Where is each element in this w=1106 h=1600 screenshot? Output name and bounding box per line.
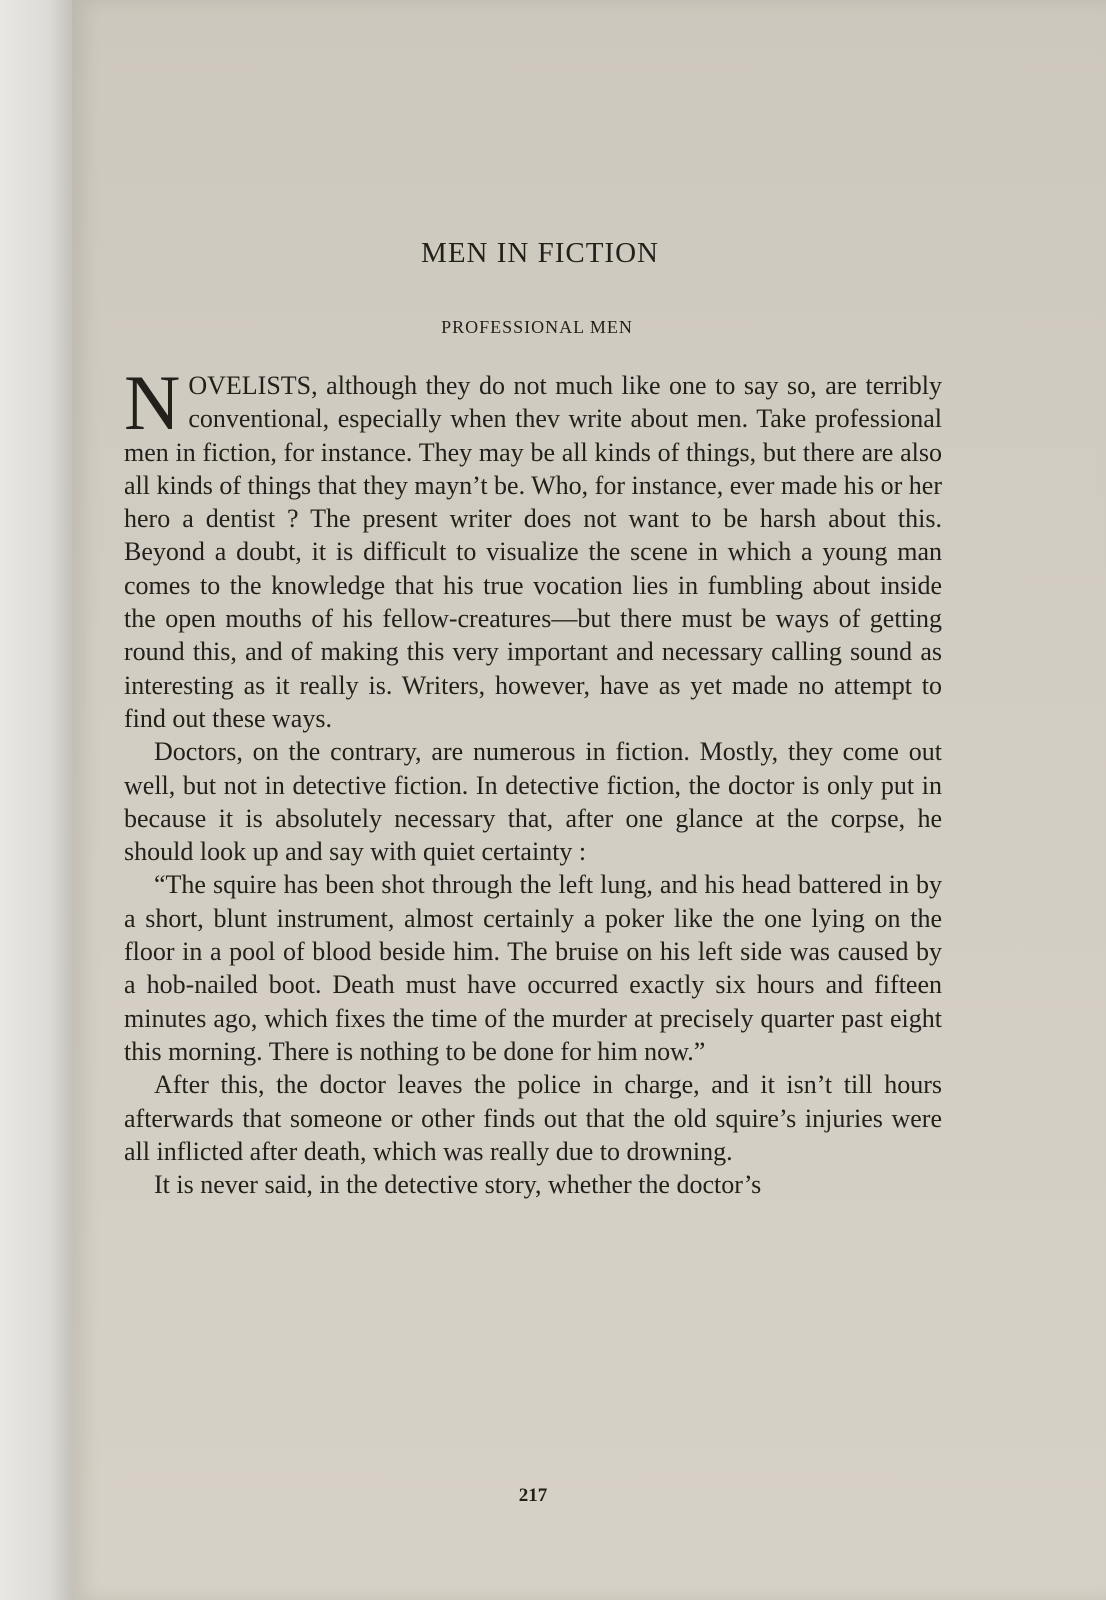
paragraph-1 (124, 359, 942, 735)
left-page-edge (0, 0, 82, 1600)
page-content (124, 235, 942, 1506)
book-page (72, 0, 1106, 1600)
page-number: 217 (518, 1485, 548, 1506)
chapter-title: MEN IN FICTION (421, 237, 659, 269)
paragraph-3: After this, the doctor leaves the police in charge, and it isn’t till hours afterwards that someone or other finds out that the old squire’s injuries were all inflicted after death, which was really due to drowning. (124, 1070, 942, 1166)
section-title: PROFESSIONAL MEN (441, 317, 633, 337)
paragraph-4: It is never said, in the detective story, whether the doctor’s (154, 1170, 762, 1200)
quoted-passage: “The squire has been shot through the left lung, and his head battered in by a short, blunt instrument, almost certainly a poker like the one lying on the floor in a pool of blood beside him. The bruise on his left side was caused by a hob-nailed boot. Death must have occurred exactly six hours and fifteen minutes ago, which fixes the time of the murder at precisely quarter past eight this morning. There is nothing to be done for him now.” (124, 870, 942, 1066)
paragraph-2: Doctors, on the contrary, are numerous in fiction. Mostly, they come out well, but not in detective fiction. In detective fiction, the doctor is only put in because it is absolutely necessary that, after one glance at the corpse, he should look up and say with quiet certainty : (124, 737, 942, 867)
drop-cap: N (124, 359, 181, 446)
paragraph-1-text: OVELISTS, although they do not much like one to say so, are terribly conventional, especially when thev write about men. Take professional men in fiction, for instance. They may be all kinds of things, but there are also all kinds of things that they mayn’t be. Who, for instance, ever made his or her hero a dentist ? The present writer does not want to be harsh about this. Beyond a doubt, it is difficult to visualize the scene in which a young man comes to the knowledge that his true vocation lies in fumbling about inside the open mouths of his fellow-creatures—but there must be ways of getting round this, and of making this very important and necessary calling sound as interesting as it really is. Writers, however, have as yet made no attempt to find out these ways. (124, 371, 942, 733)
body-text (124, 359, 942, 1201)
